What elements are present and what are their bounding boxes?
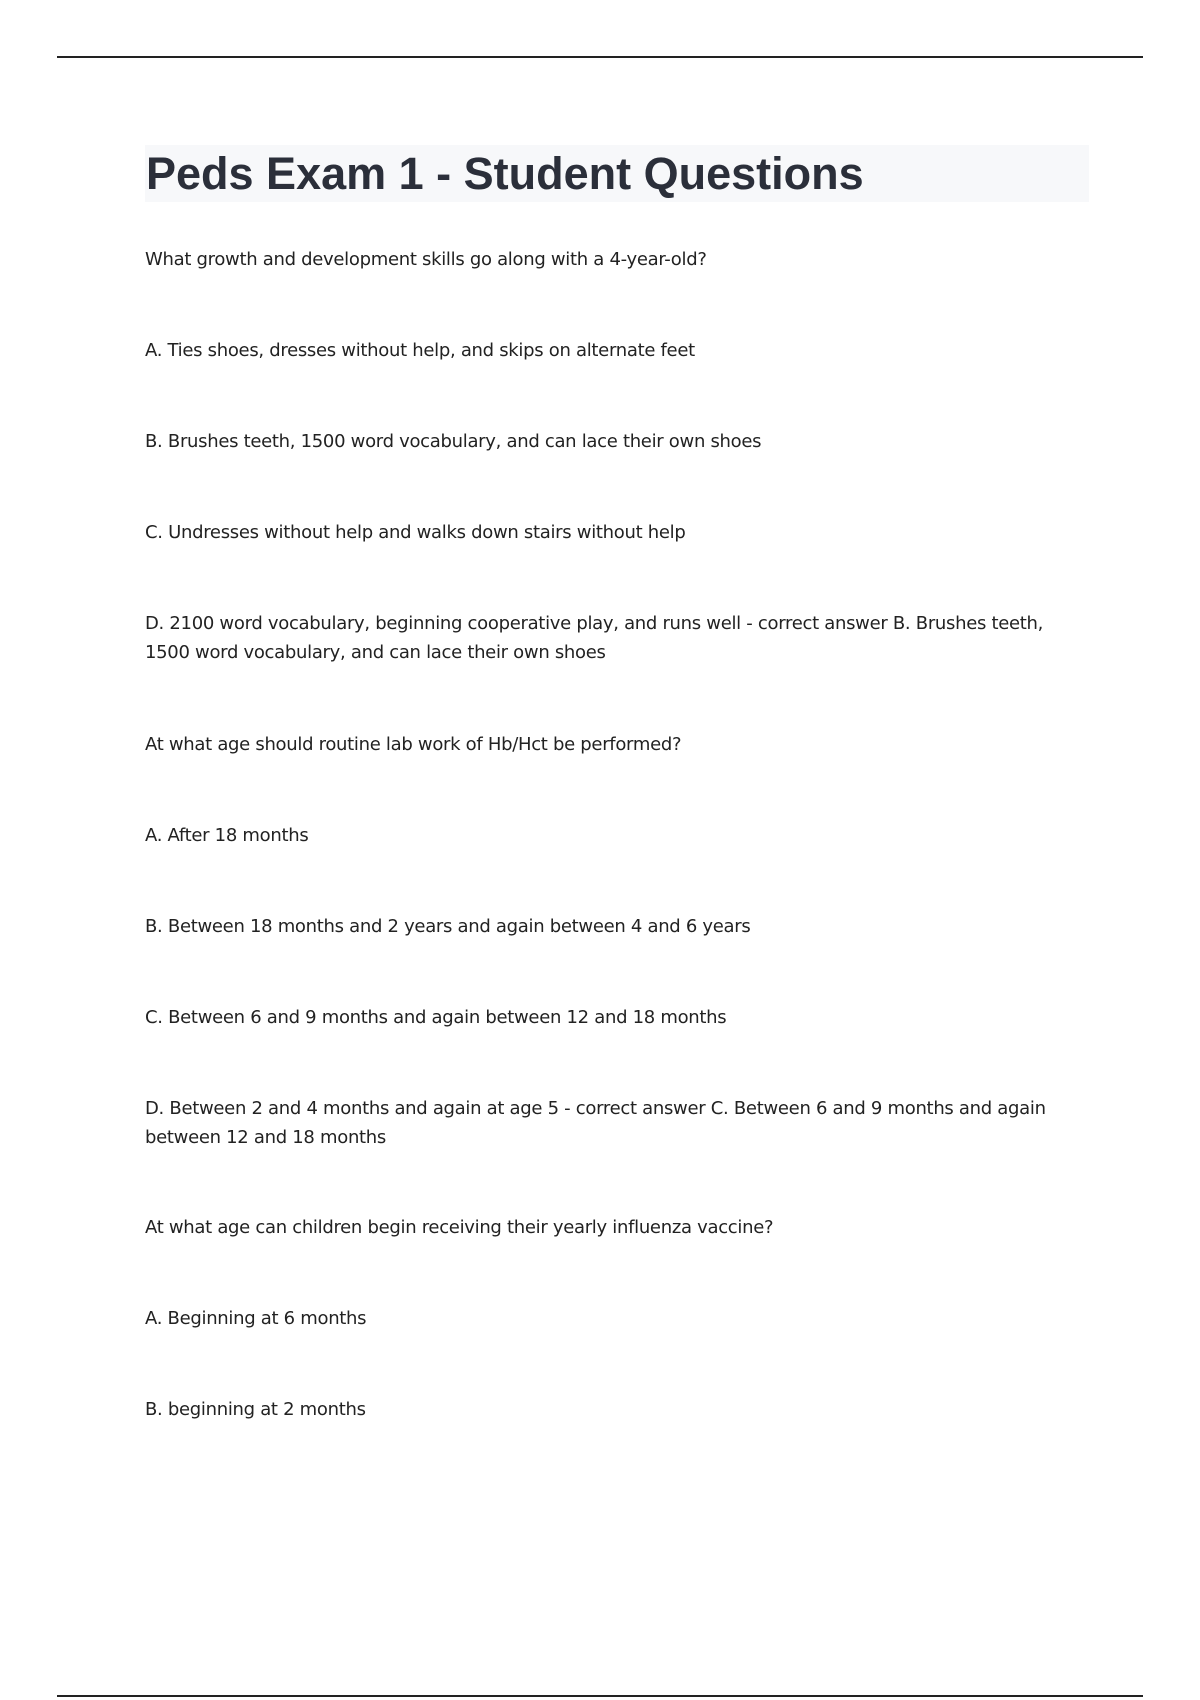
- top-rule: [57, 56, 1143, 58]
- question-1-option-a: A. Ties shoes, dresses without help, and skips on alternate feet: [145, 340, 695, 361]
- question-3-option-a: A. Beginning at 6 months: [145, 1308, 367, 1329]
- question-2-option-b: B. Between 18 months and 2 years and again between 4 and 6 years: [145, 916, 751, 937]
- question-2: At what age should routine lab work of Hb/Hct be performed?: [145, 734, 682, 755]
- question-3-option-b: B. beginning at 2 months: [145, 1399, 366, 1420]
- question-1: What growth and development skills go along with a 4-year-old?: [145, 249, 707, 270]
- question-1-option-d-answer: D. 2100 word vocabulary, beginning cooperative play, and runs well - correct answer B. Brushes teeth, 1500 word vocabulary, and can lace their own shoes: [145, 613, 1044, 663]
- question-1-option-c: C. Undresses without help and walks down stairs without help: [145, 522, 686, 543]
- question-2-option-d-answer: D. Between 2 and 4 months and again at age 5 - correct answer C. Between 6 and 9 months and again between 12 and 18 months: [145, 1098, 1046, 1148]
- bottom-rule: [57, 1695, 1143, 1697]
- page-title: Peds Exam 1 - Student Questions: [146, 148, 864, 199]
- question-3: At what age can children begin receiving their yearly influenza vaccine?: [145, 1217, 774, 1238]
- question-2-option-c: C. Between 6 and 9 months and again between 12 and 18 months: [145, 1007, 727, 1028]
- question-2-option-a: A. After 18 months: [145, 825, 309, 846]
- question-1-option-b: B. Brushes teeth, 1500 word vocabulary, and can lace their own shoes: [145, 431, 762, 452]
